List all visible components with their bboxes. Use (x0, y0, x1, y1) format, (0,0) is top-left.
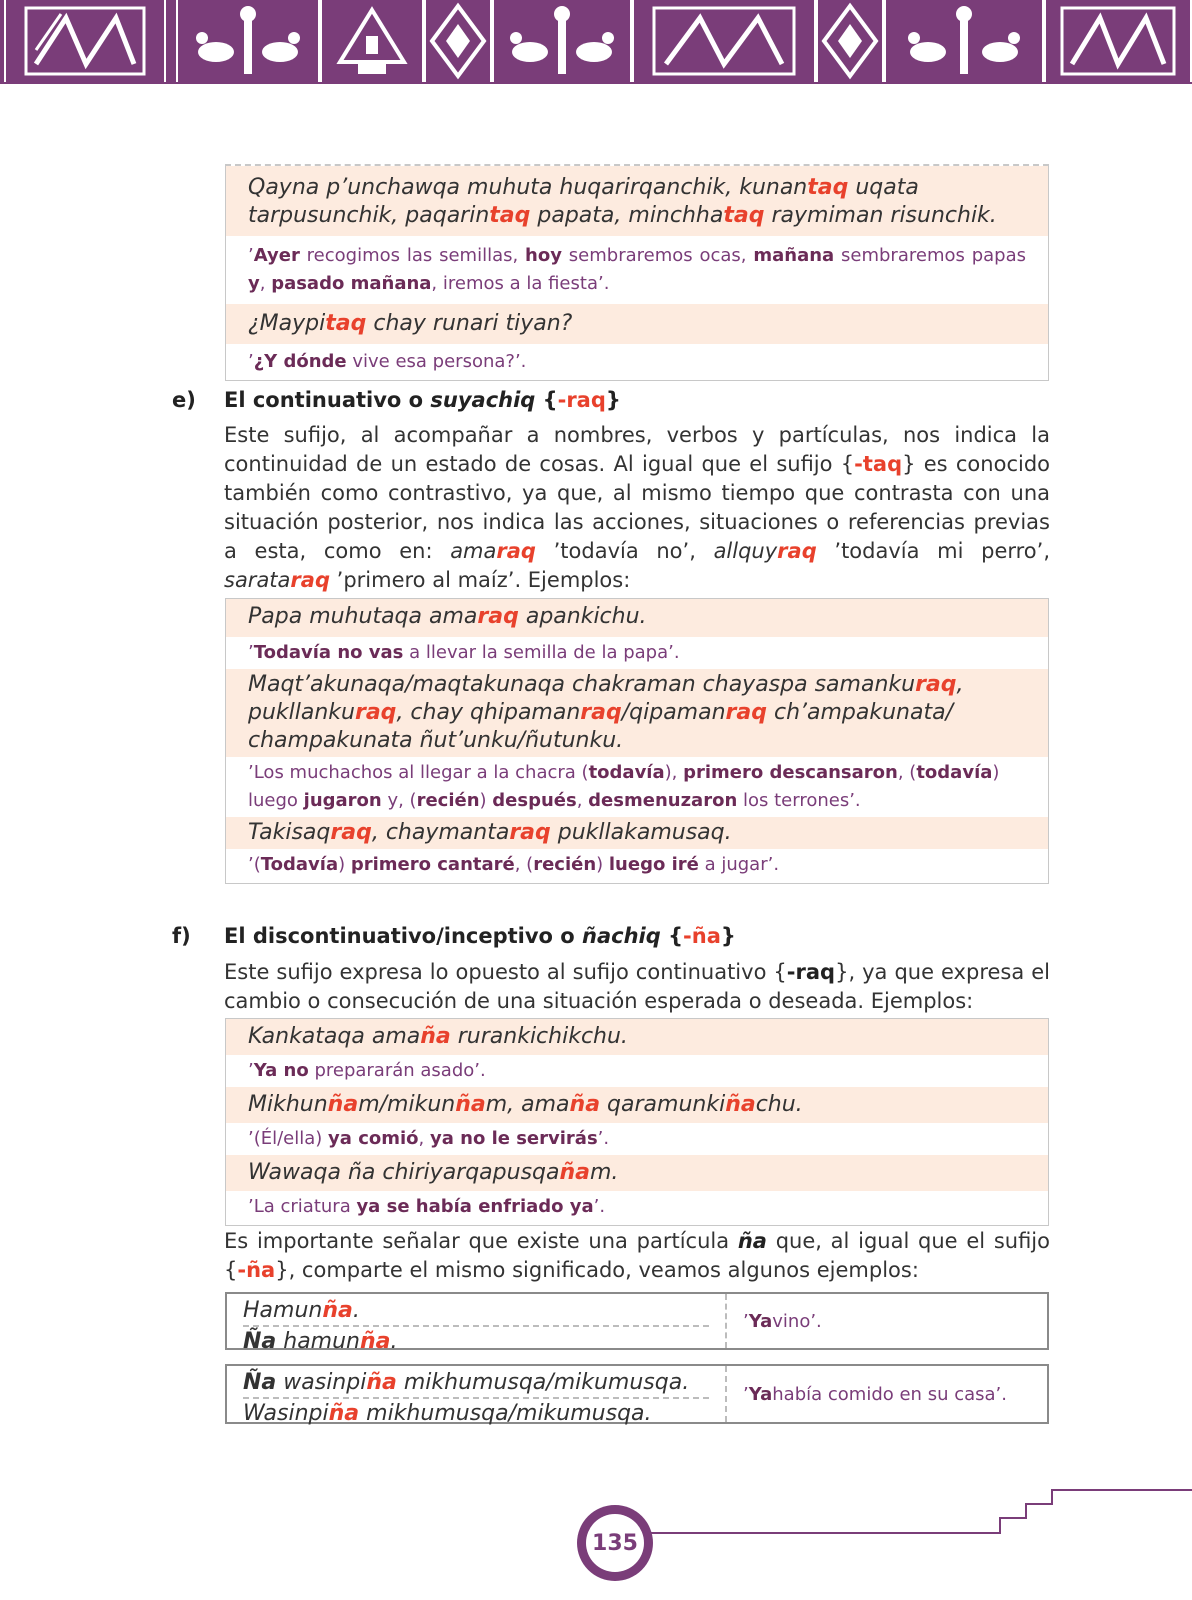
italic-term: allquy (713, 539, 778, 563)
quechua-example (226, 669, 1048, 757)
bold-word: Ayer (253, 245, 300, 266)
text: ’ (743, 1310, 749, 1332)
text: ), (664, 762, 684, 783)
text: ’ (743, 1383, 749, 1405)
text: chay runari tiyan? (366, 311, 573, 336)
pair-line (243, 1368, 709, 1397)
diamond-icon (424, 0, 492, 82)
text: Este sufijo, al acompañar a nombres, verbos y partículas, nos indica la continuidad de un estado de cosas. Al igual que el sufijo { (224, 423, 1050, 476)
quechua-example (226, 1087, 1048, 1123)
italic-term: sarata (224, 568, 291, 592)
paragraph-f (224, 958, 1050, 1016)
bold-word: primero descansaron (683, 762, 898, 783)
suffix-highlight: taq (807, 175, 849, 200)
text: , pukllanku (248, 672, 964, 725)
text: prepararán asado’. (308, 1060, 486, 1081)
text: }, comparte el mismo significado, veamos algunos ejemplos: (275, 1258, 919, 1282)
example-box-raq (225, 598, 1049, 884)
bold-word: recién (533, 854, 597, 875)
text: ’. (593, 1196, 606, 1217)
suffix-highlight: raq (777, 539, 817, 563)
bold-word: Todavía no vas (253, 642, 404, 663)
text: Es importante señalar que existe una partícula (224, 1229, 738, 1253)
bold-word: recién (416, 790, 480, 811)
text: ’La criatura (248, 1196, 357, 1217)
text: m/mikun (358, 1092, 456, 1117)
text: { (660, 924, 684, 948)
bold-word: todavía (916, 762, 993, 783)
text: m, ama (485, 1092, 570, 1117)
spanish-translation (226, 344, 1048, 380)
quechua-example (226, 304, 1048, 344)
quechua-example (226, 166, 1048, 236)
text: Este sufijo expresa lo opuesto al sufijo continuativo { (224, 960, 787, 984)
bold-word: y (248, 273, 260, 294)
bold-word: Ya no (253, 1060, 309, 1081)
section-label-e: e) (172, 388, 196, 412)
suffix-highlight: raq (509, 820, 551, 845)
text: a jugar’. (698, 854, 780, 875)
birds-tree-icon (884, 0, 1044, 82)
footer-stairs-line (560, 1478, 1192, 1542)
text: qaramunki (600, 1092, 726, 1117)
suffix-highlight: raq (915, 672, 957, 697)
suffix-highlight: raq (580, 700, 622, 725)
spanish-translation (226, 757, 1048, 817)
text: ) (479, 790, 493, 811)
pair-line (243, 1397, 709, 1428)
text: , (576, 790, 589, 811)
text: ’todavía mi perro’, (816, 539, 1051, 563)
text: ’( (248, 854, 261, 875)
text: raymiman risunchik. (764, 203, 997, 228)
pair-line (243, 1296, 709, 1325)
text: ) (596, 854, 609, 875)
suffix-highlight: raq (330, 820, 372, 845)
text: sembraremos papas (834, 245, 1026, 266)
suffix-highlight: ña (327, 1092, 359, 1117)
text: , (259, 273, 272, 294)
bold-word: pasado mañana (271, 273, 432, 294)
text: ’todavía no’, (535, 539, 714, 563)
suffix-highlight: ña (360, 1329, 391, 1354)
text: vive esa persona?’. (346, 351, 527, 372)
zigzag-square-icon (4, 0, 166, 82)
paragraph-particle (224, 1227, 1050, 1285)
bold-word: Ya (748, 1310, 773, 1332)
text: hamun (276, 1329, 361, 1354)
italic-term: suyachiq (430, 388, 536, 412)
suffix-highlight: -taq (854, 452, 903, 476)
bold-word: -raq (786, 960, 836, 984)
suffix-highlight: ña (366, 1370, 397, 1395)
text: , chay qhipaman (396, 700, 581, 725)
text: papata, minchha (530, 203, 724, 228)
text: Mikhun (248, 1092, 328, 1117)
suffix-highlight: -raq (557, 388, 606, 412)
page-number-badge (577, 1505, 653, 1581)
text: los terrones’. (737, 790, 861, 811)
quechua-example (226, 1155, 1048, 1191)
text: ch’ampakunata/ champakunata ñut’unku/ñutunku. (248, 700, 953, 753)
spanish-translation (226, 1123, 1048, 1155)
bold-word: Todavía (260, 854, 339, 875)
section-title-e (224, 388, 621, 412)
suffix-highlight: raq (496, 539, 536, 563)
text: } (605, 388, 621, 412)
diamond-icon (816, 0, 884, 82)
text: ’ (248, 1060, 254, 1081)
pair-line (243, 1325, 709, 1356)
suffix-highlight: ña (569, 1092, 601, 1117)
bold-word: Ña (243, 1329, 277, 1354)
text: , (418, 1128, 430, 1149)
text: El discontinuativo/inceptivo o (224, 924, 583, 948)
italic-term: ama (450, 539, 497, 563)
quechua-example (226, 1019, 1048, 1055)
text: ) (338, 854, 351, 875)
text: , iremos a la fiesta’. (431, 273, 610, 294)
text: y, ( (381, 790, 417, 811)
bold-word: ya se había enfriado ya (356, 1196, 594, 1217)
text: /qipaman (621, 700, 726, 725)
suffix-highlight: raq (725, 700, 767, 725)
suffix-highlight: taq (723, 203, 765, 228)
suffix-highlight: ña (725, 1092, 756, 1117)
text: uqata tarpusunchik, paqarin (248, 175, 919, 228)
pair-translation (727, 1366, 1047, 1422)
text: ’Los muchachos al llegar a la chacra ( (248, 762, 589, 783)
example-pair-2 (225, 1364, 1049, 1424)
quechua-example (226, 817, 1048, 849)
suffix-highlight: -ña (683, 924, 721, 948)
text: , ( (514, 854, 534, 875)
text: , chaymanta (371, 820, 510, 845)
example-box-na (225, 1018, 1049, 1226)
spanish-translation (226, 637, 1048, 669)
text: wasinpi (276, 1370, 367, 1395)
spanish-translation (226, 236, 1048, 304)
bold-word: ya no le servirás (429, 1128, 598, 1149)
text: , ( (897, 762, 917, 783)
text: ) luego (248, 762, 1000, 811)
text: ’ (248, 351, 254, 372)
text: Qayna p’unchawqa muhuta huqarirqanchik, kunan (248, 175, 808, 200)
page-number: 135 (586, 1514, 644, 1572)
text: ’(Él/ella) (248, 1128, 329, 1149)
zigzag-square-icon (632, 0, 816, 82)
text: pukllakamusaq. (550, 820, 732, 845)
suffix-highlight: -ña (237, 1258, 276, 1282)
bold-word: hoy (525, 245, 562, 266)
text: }, ya que expresa el cambio o consecución de una situación esperada o deseada. Ejemplos: (224, 960, 1050, 1013)
section-title-f (224, 924, 736, 948)
text: rurankichikchu. (450, 1024, 628, 1049)
suffix-highlight: ña (322, 1298, 353, 1323)
text: a llevar la semilla de la papa’. (403, 642, 680, 663)
suffix-highlight: taq (489, 203, 531, 228)
text: recogimos las semillas, (299, 245, 526, 266)
bold-italic-word: ña (737, 1229, 767, 1253)
text: Maqt’akunaqa/maqtakunaqa chakraman chayaspa samanku (248, 672, 916, 697)
section-label-f: f) (172, 924, 191, 948)
spanish-translation (226, 1055, 1048, 1087)
suffix-highlight: ña (420, 1024, 451, 1049)
text: El continuativo o (224, 388, 431, 412)
text: ’primero al maíz’. Ejemplos: (329, 568, 631, 592)
text: chu. (755, 1092, 803, 1117)
text: m. (590, 1160, 619, 1185)
text: ’ (248, 245, 254, 266)
suffix-highlight: ña (328, 1401, 360, 1426)
quechua-pair (227, 1366, 727, 1426)
text: Hamun (243, 1298, 323, 1323)
text: { (535, 388, 558, 412)
text: ’. (597, 1128, 610, 1149)
bold-word: Ya (748, 1383, 773, 1405)
text: } es conocido también como contrastivo, ya que, al mismo tiempo que contrasta con una situación posterior, nos indica las acciones, situaciones o referencias previas a esta, como en: (224, 452, 1051, 563)
bold-word: ya comió (328, 1128, 419, 1149)
temple-icon (320, 0, 424, 82)
bold-word: ¿Y dónde (253, 351, 347, 372)
suffix-highlight: ña (559, 1160, 590, 1185)
bold-word: desmenuzaron (588, 790, 738, 811)
quechua-pair (227, 1294, 727, 1354)
bold-word: Ña (243, 1370, 277, 1395)
bold-word: todavía (588, 762, 665, 783)
suffix-highlight: taq (325, 311, 367, 336)
suffix-highlight: raq (477, 604, 519, 629)
text: mikhumusqa/mikumusqa. (396, 1370, 690, 1395)
text: había comido en su casa’. (772, 1383, 1007, 1405)
quechua-example (226, 599, 1048, 637)
bold-word: jugaron (303, 790, 382, 811)
bold-word: luego iré (608, 854, 699, 875)
bold-word: primero cantaré (350, 854, 515, 875)
birds-tree-icon (492, 0, 632, 82)
text: ’ (248, 642, 254, 663)
text: Wawaqa ña chiriyarqapusqa (248, 1160, 560, 1185)
bold-word: después (492, 790, 577, 811)
suffix-highlight: raq (290, 568, 330, 592)
italic-term: ñachiq (582, 924, 661, 948)
text: Wasinpi (243, 1401, 329, 1426)
bold-word: mañana (753, 245, 835, 266)
pair-translation (727, 1294, 1047, 1348)
text: sembraremos ocas, (561, 245, 754, 266)
text: vino’. (772, 1310, 822, 1332)
text: apankichu. (518, 604, 647, 629)
text: } (720, 924, 736, 948)
text: Takisaq (248, 820, 331, 845)
text: . (352, 1298, 360, 1323)
birds-tree-icon (176, 0, 320, 82)
spanish-translation (226, 1191, 1048, 1225)
suffix-highlight: ña (455, 1092, 486, 1117)
text: . (390, 1329, 398, 1354)
spanish-translation (226, 849, 1048, 883)
example-pair-1 (225, 1292, 1049, 1354)
suffix-highlight: raq (354, 700, 397, 725)
text: ¿Maypi (248, 311, 326, 336)
zigzag-square-icon (1044, 0, 1192, 82)
paragraph-e (224, 421, 1050, 595)
text: Papa muhutaqa ama (248, 604, 478, 629)
header-banner (0, 0, 1192, 84)
text: que, al igual que el sufijo { (224, 1229, 1050, 1282)
text: Kankataqa ama (248, 1024, 421, 1049)
example-box-taq (225, 164, 1049, 381)
text: mikhumusqa/mikumusqa. (359, 1401, 652, 1426)
